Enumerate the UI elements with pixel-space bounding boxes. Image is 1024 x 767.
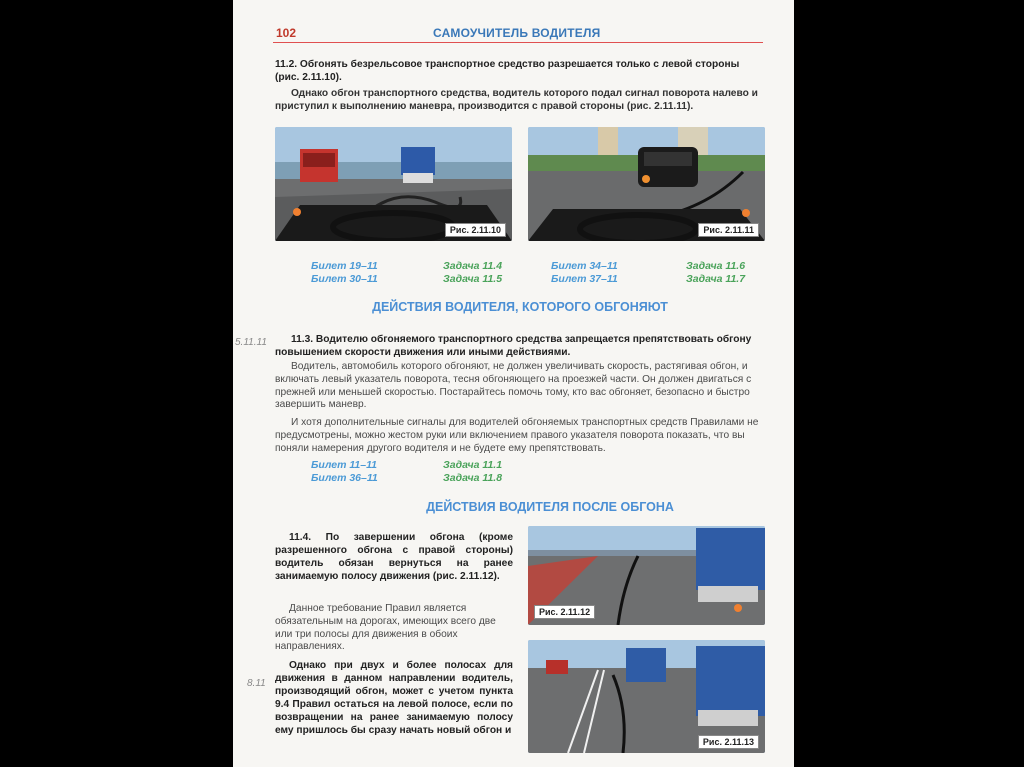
ticket-ref[interactable]: Билет 37–11 [551,273,618,285]
task-ref[interactable]: Задача 11.8 [443,472,503,484]
figure-2-11-11 [528,127,765,241]
figure-2-11-13-caption: Рис. 2.11.13 [698,735,759,749]
header-rule [273,42,763,43]
book-page [233,0,794,767]
page-number: 102 [276,26,297,40]
ticket-ref[interactable]: Билет 36–11 [311,472,378,484]
rule-11-3-paragraph-2: И хотя дополнительные сигналы для водителей обгоняемых транспортных средств Правилами не предусмотрены, можно жестом руки или включением правого указателя поворота показать, что вы поняли намерения другого водителя и не будете ему препятствовать. [275,417,759,454]
task-ref[interactable]: Задача 11.1 [443,459,503,471]
margin-note: 8.11 [247,678,266,689]
ticket-ref[interactable]: Билет 19–11 [311,260,378,272]
rule-11-3-paragraph-1: Водитель, автомобиль которого обгоняют, не должен увеличивать скорость, растягивая обгон, и включать левый указатель поворота, тесня обгоняющего на проезжей части. Он должен двигаться с прежней или меньшей скоростью. Постарайтесь помочь тому, кто вас обгоняет, безопасно и быстро завершить маневр. [275,361,752,411]
section-heading-after-overtaking: ДЕЙСТВИЯ ВОДИТЕЛЯ ПОСЛЕ ОБГОНА [426,500,674,514]
rule-11-4-bold: 11.4. По завершении обгона (кроме разрешенного обгона с правой стороны) водитель обязан вернуться на ранее занимаемую полосу движения (рис. 2.11.12). [275,532,513,582]
rule-11-3-bold: 11.3. Водителю обгоняемого транспортного средства запрещается препятствовать обгону повышением скорости движения или иными действиями. [275,334,752,358]
task-ref[interactable]: Задача 11.6 [686,260,746,272]
figure-2-11-12 [528,526,765,625]
figure-2-11-11-caption: Рис. 2.11.11 [698,223,759,237]
task-ref[interactable]: Задача 11.4 [443,260,503,272]
running-header-title: САМОУЧИТЕЛЬ ВОДИТЕЛЯ [433,26,601,40]
rule-11-2-text: Однако обгон транспортного средства, водитель которого подал сигнал поворота налево и приступил к выполнению маневра, производится с правой стороны (рис. 2.11.11). [275,88,758,112]
figure-2-11-12-caption: Рис. 2.11.12 [534,605,595,619]
figure-2-11-10-caption: Рис. 2.11.10 [445,223,506,237]
rule-11-4-paragraph-1: Данное требование Правил является обязательным на дорогах, имеющих всего две или три полосы для движения в обоих направлениях. [275,603,496,653]
figure-2-11-10 [275,127,512,241]
figure-2-11-13 [528,640,765,753]
ticket-ref[interactable]: Билет 11–11 [311,459,377,471]
ticket-ref[interactable]: Билет 30–11 [311,273,378,285]
task-ref[interactable]: Задача 11.5 [443,273,503,285]
rule-11-2-bold: 11.2. Обгонять безрельсовое транспортное средство разрешается только с левой стороны (рис. 2.11.10). [275,59,740,83]
task-ref[interactable]: Задача 11.7 [686,273,746,285]
rule-11-4-paragraph-2: Однако при двух и более полосах для движения в данном направлении водитель, производящий обгон, может с учетом пункта 9.4 Правил остаться на левой полосе, если по возвращении на ранее занимаемую полосу ему пришлось бы сразу начать новый обгон и [275,660,513,736]
ticket-ref[interactable]: Билет 34–11 [551,260,618,272]
margin-note: 5.11.11 [235,337,267,348]
section-heading-overtaken-driver: ДЕЙСТВИЯ ВОДИТЕЛЯ, КОТОРОГО ОБГОНЯЮТ [372,300,668,314]
